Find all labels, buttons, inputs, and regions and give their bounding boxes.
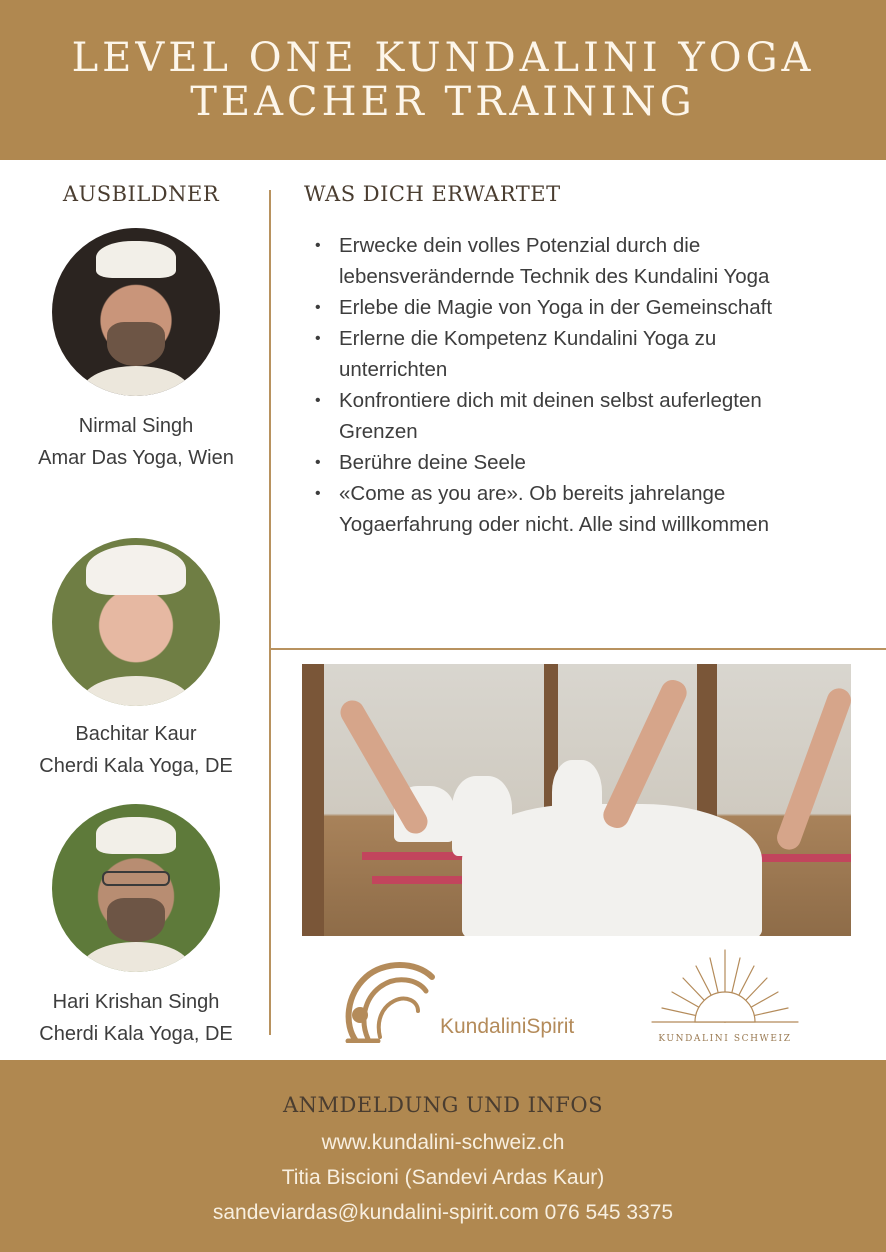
- contact-person: Titia Biscioni (Sandevi Ardas Kaur): [281, 1166, 605, 1189]
- trainer-name: Hari Krishan Singh: [52, 991, 220, 1013]
- trainer-photo: [52, 228, 220, 396]
- trainer-name: Bachitar Kaur: [75, 723, 197, 745]
- turban-shape: [96, 817, 177, 854]
- trainers-heading: AUSBILDNER: [62, 182, 220, 206]
- shirt-shape: [82, 942, 190, 972]
- turban-shape: [96, 241, 177, 278]
- list-item: • Konfrontiere dich mit deinen selbst auferlegten Grenzen: [309, 385, 829, 447]
- email-phone[interactable]: sandeviardas@kundalini-spirit.com 076 545 3375: [212, 1201, 674, 1224]
- trainers-section: [0, 160, 269, 1060]
- kundalini-spirit-wordmark: KundaliniSpirit: [440, 1015, 575, 1038]
- beard-shape: [107, 322, 164, 366]
- trainer-school: Amar Das Yoga, Wien: [38, 447, 234, 469]
- headscarf-shape: [86, 545, 187, 595]
- trainer-photo: [52, 538, 220, 706]
- raised-arm: [774, 685, 851, 853]
- yoga-class-photo: [302, 664, 851, 936]
- list-item: • Erlebe die Magie von Yoga in der Gemeinschaft: [309, 292, 829, 323]
- list-item: • Erwecke dein volles Potenzial durch die lebensverändernde Technik des Kundalini Yoga: [309, 230, 829, 292]
- kundalini-schweiz-wordmark: KUNDALINI SCHWEIZ: [658, 1034, 792, 1044]
- spiral-figure-icon: [338, 955, 438, 1043]
- registration-heading: ANMDELDUNG UND INFOS: [283, 1093, 603, 1117]
- trainer-card: [0, 804, 272, 1050]
- shirt-shape: [82, 366, 190, 396]
- title-line-2: TEACHER TRAINING: [190, 79, 696, 125]
- list-item: • «Come as you are». Ob bereits jahrelange Yogaerfahrung oder nicht. Alle sind willkommen: [309, 478, 829, 540]
- trainer-card: [0, 228, 272, 474]
- trainer-name: Nirmal Singh: [78, 415, 194, 437]
- shirt-shape: [82, 676, 190, 706]
- footer-banner: [0, 1060, 886, 1252]
- trainer-photo: [52, 804, 220, 972]
- wooden-beam: [302, 664, 324, 936]
- title-line-1: LEVEL ONE KUNDALINI YOGA: [71, 35, 815, 81]
- expectations-heading: WAS DICH ERWARTET: [304, 182, 561, 206]
- raised-arm: [336, 696, 432, 838]
- expectations-list: [309, 230, 829, 540]
- list-item: • Berühre deine Seele: [309, 447, 829, 478]
- horizontal-divider: [271, 648, 886, 650]
- glasses-shape: [102, 871, 169, 886]
- expectations-section: [271, 160, 886, 648]
- list-item: • Erlerne die Kompetenz Kundalini Yoga zu unterrichten: [309, 323, 829, 385]
- trainer-school: Cherdi Kala Yoga, DE: [39, 1023, 233, 1045]
- trainer-card: [0, 538, 272, 782]
- sunrise-icon: [650, 948, 800, 1032]
- kundalini-schweiz-logo: [650, 948, 800, 1048]
- trainer-school: Cherdi Kala Yoga, DE: [39, 755, 233, 777]
- website-link[interactable]: www.kundalini-schweiz.ch: [321, 1131, 565, 1154]
- header-banner: [0, 0, 886, 160]
- kundalini-spirit-logo: [338, 955, 603, 1047]
- beard-shape: [107, 898, 164, 942]
